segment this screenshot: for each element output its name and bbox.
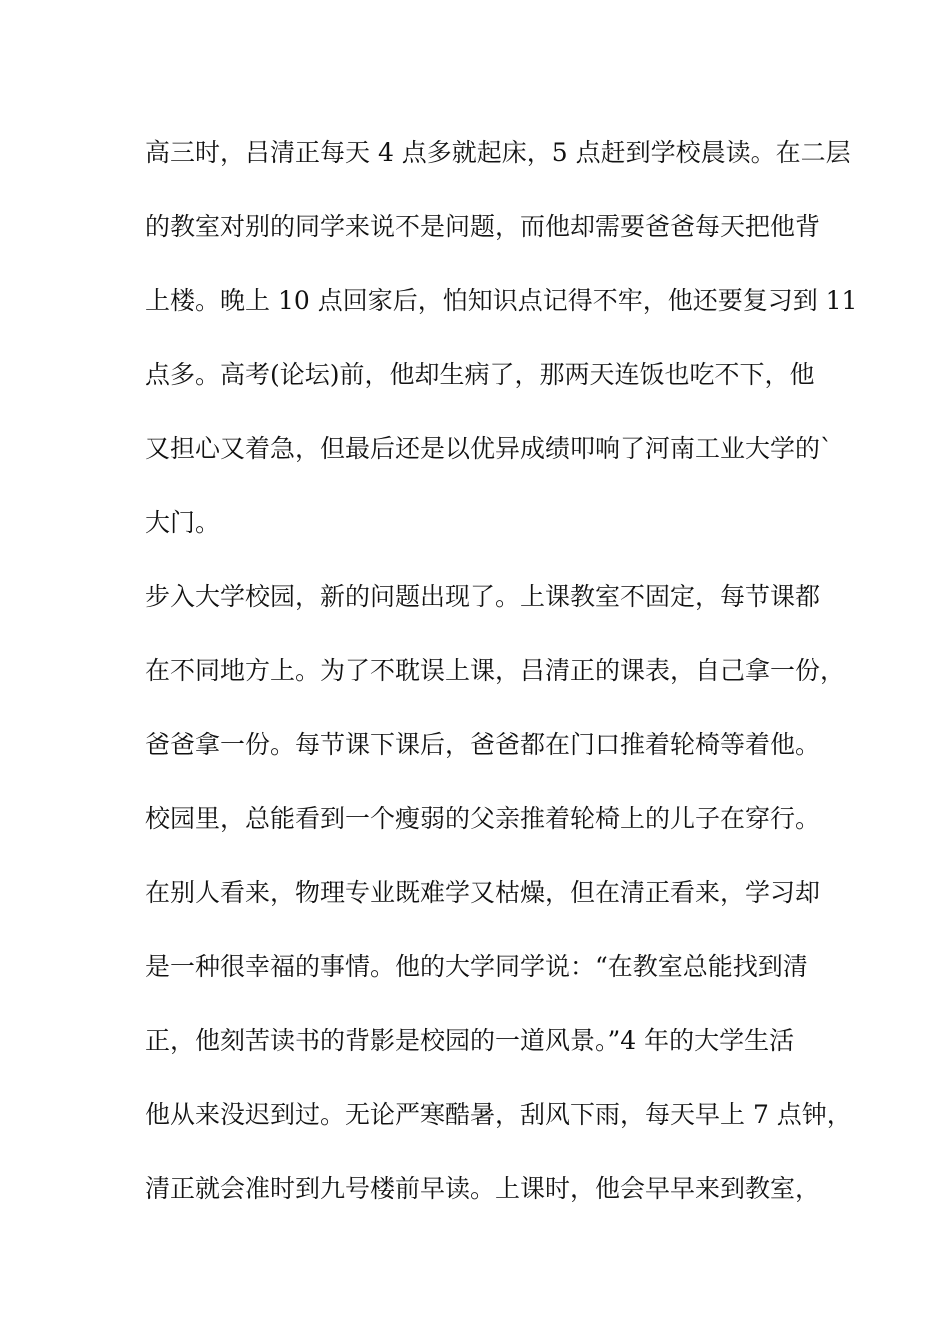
text-line: 正，他刻苦读书的背影是校园的一道风景。”4 年的大学生活 xyxy=(145,1026,795,1055)
text-line: 又担心又着急，但最后还是以优异成绩叩响了河南工业大学的` xyxy=(145,434,833,463)
text-line: 在不同地方上。为了不耽误上课，吕清正的课表，自己拿一份， xyxy=(145,656,846,685)
text-line: 步入大学校园，新的问题出现了。上课教室不固定，每节课都 xyxy=(145,582,821,611)
text-line: 清正就会准时到九号楼前早读。上课时，他会早早来到教室， xyxy=(145,1174,821,1203)
text-line: 大门。 xyxy=(145,508,221,537)
text-line: 是一种很幸福的事情。他的大学同学说：“在教室总能找到清 xyxy=(145,952,808,981)
text-line: 在别人看来，物理专业既难学又枯燥，但在清正看来，学习却 xyxy=(145,878,821,907)
text-line: 上楼。晚上 10 点回家后，怕知识点记得不牢，他还要复习到 11 xyxy=(145,286,858,315)
text-line: 爸爸拿一份。每节课下课后，爸爸都在门口推着轮椅等着他。 xyxy=(145,730,821,759)
text-line: 他从来没迟到过。无论严寒酷暑，刮风下雨，每天早上 7 点钟， xyxy=(145,1100,852,1129)
text-line: 点多。高考(论坛)前，他却生病了，那两天连饭也吃不下，他 xyxy=(145,360,815,389)
text-line: 高三时，吕清正每天 4 点多就起床，5 点赶到学校晨读。在二层 xyxy=(145,138,851,167)
text-line: 的教室对别的同学来说不是问题，而他却需要爸爸每天把他背 xyxy=(145,212,821,241)
text-line: 校园里，总能看到一个瘦弱的父亲推着轮椅上的儿子在穿行。 xyxy=(145,804,821,833)
